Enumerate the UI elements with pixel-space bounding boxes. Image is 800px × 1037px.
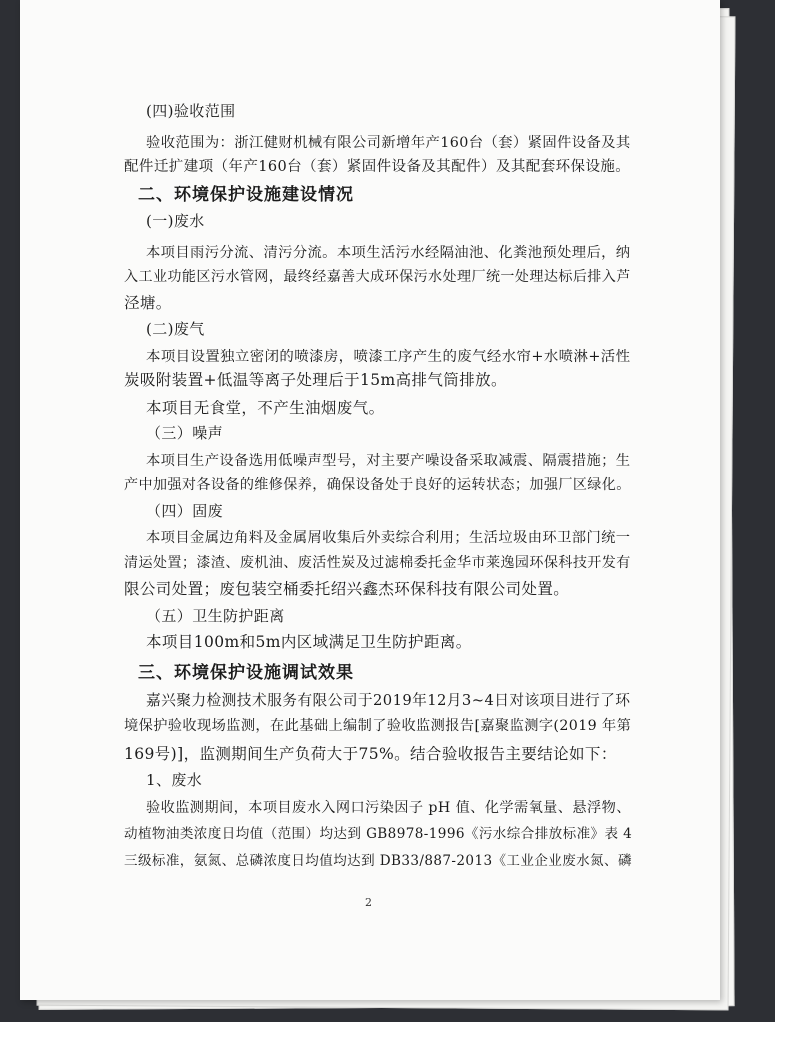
- document-page: [20, 0, 720, 1000]
- text-line: 嘉兴聚力检测技术服务有限公司于2019年12月3~4日对该项目进行了环: [146, 692, 631, 709]
- text-line: 169号)]，监测期间生产负荷大于75%。结合验收报告主要结论如下：: [124, 745, 617, 763]
- text-line: 动植物油类浓度日均值（范围）均达到 GB8978-1996《污水综合排放标准》表 4: [124, 826, 633, 842]
- text-line: 产中加强对各设备的维修保养，确保设备处于良好的运转状态；加强厂区绿化。: [124, 477, 631, 493]
- text-line: 境保护验收现场监测，在此基础上编制了验收监测报告[嘉聚监测字(2019 年第: [124, 718, 632, 734]
- text-line: 三级标准，氨氮、总磷浓度日均值均达到 DB33/887-2013《工业企业废水氮、磷: [124, 853, 632, 869]
- text-line: 清运处置；漆渣、废机油、废活性炭及过滤棉委托金华市莱逸园环保科技开发有: [124, 555, 631, 571]
- text-line: 炭吸附装置+低温等离子处理后于15m高排气筒排放。: [124, 371, 507, 389]
- text-line: 泾塘。: [124, 294, 172, 312]
- subsection-heading: 1、废水: [146, 771, 203, 789]
- text-line: 配件迁扩建项（年产160台（套）紧固件设备及其配件）及其配套环保设施。: [124, 159, 631, 175]
- text-line: 验收监测期间，本项目废水入网口污染因子 pH 值、化学需氧量、悬浮物、: [146, 800, 631, 816]
- subsection-heading: （五）卫生防护距离: [146, 607, 285, 625]
- heading-acceptance-scope: (四)验收范围: [146, 102, 236, 120]
- subsection-heading: （三）噪声: [146, 424, 224, 442]
- text-line: 验收范围为：浙江健财机械有限公司新增年产160台（套）紧固件设备及其: [146, 135, 631, 151]
- text-line: 本项目金属边角料及金属屑收集后外卖综合利用；生活垃圾由环卫部门统一: [146, 530, 631, 546]
- text-line: 本项目生产设备选用低噪声型号，对主要产噪设备采取减震、隔震措施；生: [146, 453, 631, 469]
- subsection-heading: (二)废气: [146, 320, 205, 338]
- section-heading: 二、环境保护设施建设情况: [138, 185, 354, 205]
- page-number: 2: [365, 896, 372, 909]
- subsection-heading: （四）固废: [146, 502, 224, 520]
- text-line: 本项目100m和5m内区域满足卫生防护距离。: [146, 633, 472, 651]
- subsection-heading: (一)废水: [146, 212, 205, 230]
- section-heading: 三、环境保护设施调试效果: [138, 663, 354, 683]
- text-line: 本项目雨污分流、清污分流。本项生活污水经隔油池、化粪池预处理后，纳: [146, 245, 631, 261]
- text-line: 入工业功能区污水管网，最终经嘉善大成环保污水处理厂统一处理达标后排入芦: [124, 269, 631, 285]
- text-line: 本项目设置独立密闭的喷漆房，喷漆工序产生的废气经水帘+水喷淋+活性: [146, 349, 631, 365]
- text-line: 本项目无食堂，不产生油烟废气。: [146, 399, 385, 417]
- text-line: 限公司处置；废包装空桶委托绍兴鑫杰环保科技有限公司处置。: [124, 580, 570, 598]
